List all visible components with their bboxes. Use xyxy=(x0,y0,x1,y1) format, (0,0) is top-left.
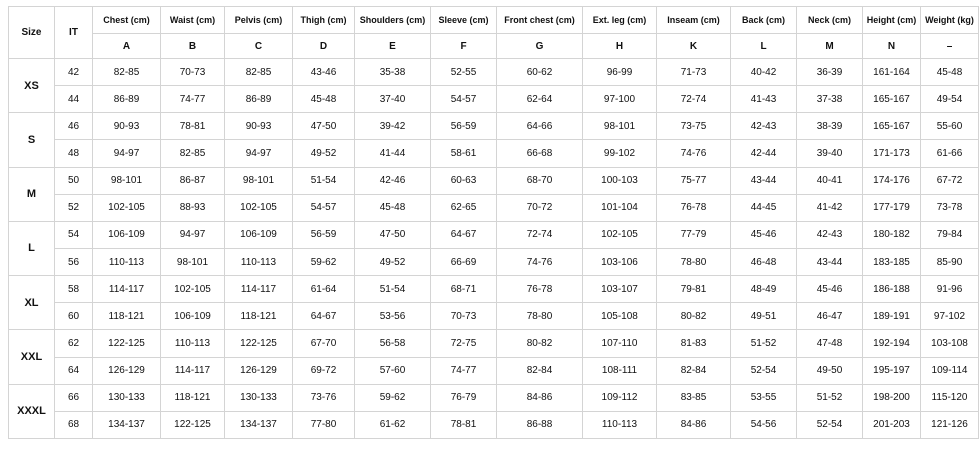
table-row xyxy=(9,357,979,384)
measurement-cell: 58-61 xyxy=(431,140,497,167)
measurement-cell: 54-56 xyxy=(731,411,797,438)
column-code: M xyxy=(797,34,863,59)
measurement-cell: 42-43 xyxy=(731,113,797,140)
measurement-cell: 91-96 xyxy=(921,276,979,303)
column-code: L xyxy=(731,34,797,59)
measurement-cell: 75-77 xyxy=(657,167,731,194)
measurement-cell: 106-109 xyxy=(225,221,293,248)
measurement-cell: 189-191 xyxy=(863,303,921,330)
measurement-cell: 76-79 xyxy=(431,384,497,411)
measurement-cell: 57-60 xyxy=(355,357,431,384)
measurement-cell: 192-194 xyxy=(863,330,921,357)
table-row xyxy=(9,113,979,140)
measurement-cell: 98-101 xyxy=(161,248,225,275)
measurement-cell: 56-59 xyxy=(293,221,355,248)
measurement-cell: 56-59 xyxy=(431,113,497,140)
column-header: Chest (cm) xyxy=(93,7,161,34)
measurement-cell: 86-89 xyxy=(93,86,161,113)
measurement-cell: 60-62 xyxy=(497,59,583,86)
measurement-cell: 82-85 xyxy=(93,59,161,86)
measurement-cell: 90-93 xyxy=(93,113,161,140)
measurement-cell: 115-120 xyxy=(921,384,979,411)
measurement-cell: 45-46 xyxy=(731,221,797,248)
it-size-cell: 68 xyxy=(55,411,93,438)
measurement-cell: 39-40 xyxy=(797,140,863,167)
column-code: K xyxy=(657,34,731,59)
measurement-cell: 49-52 xyxy=(293,140,355,167)
measurement-cell: 77-80 xyxy=(293,411,355,438)
measurement-cell: 69-72 xyxy=(293,357,355,384)
measurement-cell: 134-137 xyxy=(225,411,293,438)
measurement-cell: 54-57 xyxy=(293,194,355,221)
measurement-cell: 74-76 xyxy=(497,248,583,275)
size-label: XXL xyxy=(9,330,55,384)
table-row xyxy=(9,167,979,194)
table-row xyxy=(9,59,979,86)
measurement-cell: 110-113 xyxy=(225,248,293,275)
measurement-cell: 37-38 xyxy=(797,86,863,113)
measurement-cell: 42-46 xyxy=(355,167,431,194)
measurement-cell: 82-85 xyxy=(161,140,225,167)
measurement-cell: 110-113 xyxy=(161,330,225,357)
measurement-cell: 72-75 xyxy=(431,330,497,357)
measurement-cell: 47-50 xyxy=(355,221,431,248)
measurement-cell: 61-66 xyxy=(921,140,979,167)
measurement-cell: 49-54 xyxy=(921,86,979,113)
measurement-cell: 165-167 xyxy=(863,86,921,113)
measurement-cell: 55-60 xyxy=(921,113,979,140)
measurement-cell: 130-133 xyxy=(93,384,161,411)
measurement-cell: 82-84 xyxy=(497,357,583,384)
measurement-cell: 171-173 xyxy=(863,140,921,167)
measurement-cell: 177-179 xyxy=(863,194,921,221)
measurement-cell: 118-121 xyxy=(161,384,225,411)
table-row xyxy=(9,140,979,167)
measurement-cell: 85-90 xyxy=(921,248,979,275)
measurement-cell: 84-86 xyxy=(657,411,731,438)
measurement-cell: 66-68 xyxy=(497,140,583,167)
column-header: Thigh (cm) xyxy=(293,7,355,34)
measurement-cell: 78-80 xyxy=(657,248,731,275)
it-size-cell: 52 xyxy=(55,194,93,221)
it-size-cell: 46 xyxy=(55,113,93,140)
column-header: Height (cm) xyxy=(863,7,921,34)
measurement-cell: 47-48 xyxy=(797,330,863,357)
column-code: A xyxy=(93,34,161,59)
it-size-cell: 48 xyxy=(55,140,93,167)
measurement-cell: 39-42 xyxy=(355,113,431,140)
measurement-cell: 51-52 xyxy=(731,330,797,357)
measurement-cell: 100-103 xyxy=(583,167,657,194)
measurement-cell: 122-125 xyxy=(93,330,161,357)
measurement-cell: 88-93 xyxy=(161,194,225,221)
it-header: IT xyxy=(55,7,93,59)
measurement-cell: 97-102 xyxy=(921,303,979,330)
measurement-cell: 36-39 xyxy=(797,59,863,86)
size-label: S xyxy=(9,113,55,167)
measurement-cell: 122-125 xyxy=(161,411,225,438)
measurement-cell: 134-137 xyxy=(93,411,161,438)
measurement-cell: 109-114 xyxy=(921,357,979,384)
table-row xyxy=(9,384,979,411)
measurement-cell: 80-82 xyxy=(497,330,583,357)
measurement-cell: 53-55 xyxy=(731,384,797,411)
measurement-cell: 71-73 xyxy=(657,59,731,86)
measurement-cell: 102-105 xyxy=(161,276,225,303)
it-size-cell: 58 xyxy=(55,276,93,303)
column-header: Neck (cm) xyxy=(797,7,863,34)
measurement-cell: 66-69 xyxy=(431,248,497,275)
measurement-cell: 126-129 xyxy=(93,357,161,384)
measurement-cell: 42-44 xyxy=(731,140,797,167)
measurement-cell: 70-72 xyxy=(497,194,583,221)
measurement-cell: 43-46 xyxy=(293,59,355,86)
it-size-cell: 44 xyxy=(55,86,93,113)
measurement-cell: 51-52 xyxy=(797,384,863,411)
it-size-cell: 62 xyxy=(55,330,93,357)
measurement-cell: 94-97 xyxy=(225,140,293,167)
measurement-cell: 72-74 xyxy=(497,221,583,248)
measurement-cell: 51-54 xyxy=(293,167,355,194)
measurement-cell: 42-43 xyxy=(797,221,863,248)
column-code: G xyxy=(497,34,583,59)
measurement-cell: 40-41 xyxy=(797,167,863,194)
measurement-cell: 86-87 xyxy=(161,167,225,194)
measurement-cell: 76-78 xyxy=(657,194,731,221)
measurement-cell: 114-117 xyxy=(93,276,161,303)
measurement-cell: 86-89 xyxy=(225,86,293,113)
measurement-cell: 52-55 xyxy=(431,59,497,86)
measurement-cell: 174-176 xyxy=(863,167,921,194)
size-label: XL xyxy=(9,276,55,330)
measurement-cell: 103-107 xyxy=(583,276,657,303)
measurement-cell: 61-64 xyxy=(293,276,355,303)
measurement-cell: 47-50 xyxy=(293,113,355,140)
measurement-cell: 105-108 xyxy=(583,303,657,330)
column-code: D xyxy=(293,34,355,59)
measurement-cell: 94-97 xyxy=(93,140,161,167)
measurement-cell: 59-62 xyxy=(355,384,431,411)
measurement-cell: 102-105 xyxy=(93,194,161,221)
column-code: B xyxy=(161,34,225,59)
measurement-cell: 54-57 xyxy=(431,86,497,113)
measurement-cell: 70-73 xyxy=(161,59,225,86)
measurement-cell: 183-185 xyxy=(863,248,921,275)
measurement-cell: 121-126 xyxy=(921,411,979,438)
measurement-cell: 108-111 xyxy=(583,357,657,384)
measurement-cell: 195-197 xyxy=(863,357,921,384)
column-header: Back (cm) xyxy=(731,7,797,34)
measurement-cell: 41-43 xyxy=(731,86,797,113)
measurement-cell: 82-84 xyxy=(657,357,731,384)
table-row xyxy=(9,248,979,275)
column-header: Waist (cm) xyxy=(161,7,225,34)
measurement-cell: 74-76 xyxy=(657,140,731,167)
measurement-cell: 74-77 xyxy=(161,86,225,113)
column-code: F xyxy=(431,34,497,59)
measurement-cell: 107-110 xyxy=(583,330,657,357)
measurement-cell: 83-85 xyxy=(657,384,731,411)
measurement-cell: 76-78 xyxy=(497,276,583,303)
measurement-cell: 43-44 xyxy=(797,248,863,275)
measurement-cell: 46-47 xyxy=(797,303,863,330)
measurement-cell: 80-82 xyxy=(657,303,731,330)
measurement-cell: 62-65 xyxy=(431,194,497,221)
it-size-cell: 56 xyxy=(55,248,93,275)
column-code: N xyxy=(863,34,921,59)
measurement-cell: 59-62 xyxy=(293,248,355,275)
measurement-cell: 110-113 xyxy=(583,411,657,438)
measurement-cell: 102-105 xyxy=(225,194,293,221)
table-row xyxy=(9,276,979,303)
table-row xyxy=(9,194,979,221)
measurement-cell: 118-121 xyxy=(225,303,293,330)
measurement-cell: 64-67 xyxy=(293,303,355,330)
table-row xyxy=(9,86,979,113)
measurement-cell: 98-101 xyxy=(225,167,293,194)
measurement-cell: 64-67 xyxy=(431,221,497,248)
measurement-cell: 74-77 xyxy=(431,357,497,384)
measurement-cell: 90-93 xyxy=(225,113,293,140)
measurement-cell: 96-99 xyxy=(583,59,657,86)
measurement-cell: 180-182 xyxy=(863,221,921,248)
measurement-cell: 94-97 xyxy=(161,221,225,248)
column-header: Inseam (cm) xyxy=(657,7,731,34)
measurement-cell: 78-80 xyxy=(497,303,583,330)
measurement-cell: 130-133 xyxy=(225,384,293,411)
column-code: E xyxy=(355,34,431,59)
measurement-cell: 72-74 xyxy=(657,86,731,113)
measurement-cell: 73-76 xyxy=(293,384,355,411)
measurement-cell: 106-109 xyxy=(161,303,225,330)
measurement-cell: 98-101 xyxy=(583,113,657,140)
measurement-cell: 101-104 xyxy=(583,194,657,221)
measurement-cell: 45-48 xyxy=(921,59,979,86)
measurement-cell: 49-50 xyxy=(797,357,863,384)
it-size-cell: 50 xyxy=(55,167,93,194)
measurement-cell: 78-81 xyxy=(161,113,225,140)
size-label: L xyxy=(9,221,55,275)
measurement-cell: 61-62 xyxy=(355,411,431,438)
size-header: Size xyxy=(9,7,55,59)
column-header: Ext. leg (cm) xyxy=(583,7,657,34)
measurement-cell: 38-39 xyxy=(797,113,863,140)
measurement-cell: 43-44 xyxy=(731,167,797,194)
it-size-cell: 42 xyxy=(55,59,93,86)
column-code: C xyxy=(225,34,293,59)
column-header: Shoulders (cm) xyxy=(355,7,431,34)
measurement-cell: 45-46 xyxy=(797,276,863,303)
measurement-cell: 161-164 xyxy=(863,59,921,86)
measurement-cell: 56-58 xyxy=(355,330,431,357)
measurement-cell: 103-106 xyxy=(583,248,657,275)
measurement-cell: 73-75 xyxy=(657,113,731,140)
measurement-cell: 103-108 xyxy=(921,330,979,357)
measurement-cell: 53-56 xyxy=(355,303,431,330)
column-code: – xyxy=(921,34,979,59)
measurement-cell: 64-66 xyxy=(497,113,583,140)
measurement-cell: 35-38 xyxy=(355,59,431,86)
column-header: Weight (kg) xyxy=(921,7,979,34)
measurement-cell: 45-48 xyxy=(293,86,355,113)
measurement-cell: 41-42 xyxy=(797,194,863,221)
measurement-cell: 44-45 xyxy=(731,194,797,221)
measurement-cell: 110-113 xyxy=(93,248,161,275)
measurement-cell: 77-79 xyxy=(657,221,731,248)
measurement-cell: 122-125 xyxy=(225,330,293,357)
column-header: Sleeve (cm) xyxy=(431,7,497,34)
it-size-cell: 64 xyxy=(55,357,93,384)
measurement-cell: 102-105 xyxy=(583,221,657,248)
measurement-cell: 46-48 xyxy=(731,248,797,275)
measurement-cell: 114-117 xyxy=(161,357,225,384)
measurement-cell: 165-167 xyxy=(863,113,921,140)
table-row xyxy=(9,303,979,330)
measurement-cell: 49-51 xyxy=(731,303,797,330)
table-row xyxy=(9,221,979,248)
measurement-cell: 82-85 xyxy=(225,59,293,86)
measurement-cell: 118-121 xyxy=(93,303,161,330)
table-row xyxy=(9,330,979,357)
measurement-cell: 70-73 xyxy=(431,303,497,330)
measurement-cell: 79-81 xyxy=(657,276,731,303)
measurement-cell: 68-71 xyxy=(431,276,497,303)
size-label: M xyxy=(9,167,55,221)
measurement-cell: 106-109 xyxy=(93,221,161,248)
size-chart-table xyxy=(8,6,979,439)
size-label: XXXL xyxy=(9,384,55,438)
table-row xyxy=(9,411,979,438)
measurement-cell: 68-70 xyxy=(497,167,583,194)
measurement-cell: 97-100 xyxy=(583,86,657,113)
measurement-cell: 67-70 xyxy=(293,330,355,357)
measurement-cell: 98-101 xyxy=(93,167,161,194)
measurement-cell: 52-54 xyxy=(797,411,863,438)
measurement-cell: 60-63 xyxy=(431,167,497,194)
measurement-cell: 79-84 xyxy=(921,221,979,248)
measurement-cell: 86-88 xyxy=(497,411,583,438)
it-size-cell: 66 xyxy=(55,384,93,411)
it-size-cell: 60 xyxy=(55,303,93,330)
measurement-cell: 201-203 xyxy=(863,411,921,438)
measurement-cell: 37-40 xyxy=(355,86,431,113)
measurement-cell: 48-49 xyxy=(731,276,797,303)
size-label: XS xyxy=(9,59,55,113)
measurement-cell: 99-102 xyxy=(583,140,657,167)
column-code: H xyxy=(583,34,657,59)
measurement-cell: 114-117 xyxy=(225,276,293,303)
measurement-cell: 78-81 xyxy=(431,411,497,438)
measurement-cell: 52-54 xyxy=(731,357,797,384)
measurement-cell: 84-86 xyxy=(497,384,583,411)
measurement-cell: 62-64 xyxy=(497,86,583,113)
column-header: Pelvis (cm) xyxy=(225,7,293,34)
measurement-cell: 186-188 xyxy=(863,276,921,303)
column-header: Front chest (cm) xyxy=(497,7,583,34)
measurement-cell: 73-78 xyxy=(921,194,979,221)
measurement-cell: 126-129 xyxy=(225,357,293,384)
measurement-cell: 49-52 xyxy=(355,248,431,275)
it-size-cell: 54 xyxy=(55,221,93,248)
measurement-cell: 198-200 xyxy=(863,384,921,411)
measurement-cell: 45-48 xyxy=(355,194,431,221)
measurement-cell: 109-112 xyxy=(583,384,657,411)
measurement-cell: 67-72 xyxy=(921,167,979,194)
measurement-cell: 41-44 xyxy=(355,140,431,167)
measurement-cell: 81-83 xyxy=(657,330,731,357)
measurement-cell: 40-42 xyxy=(731,59,797,86)
measurement-cell: 51-54 xyxy=(355,276,431,303)
